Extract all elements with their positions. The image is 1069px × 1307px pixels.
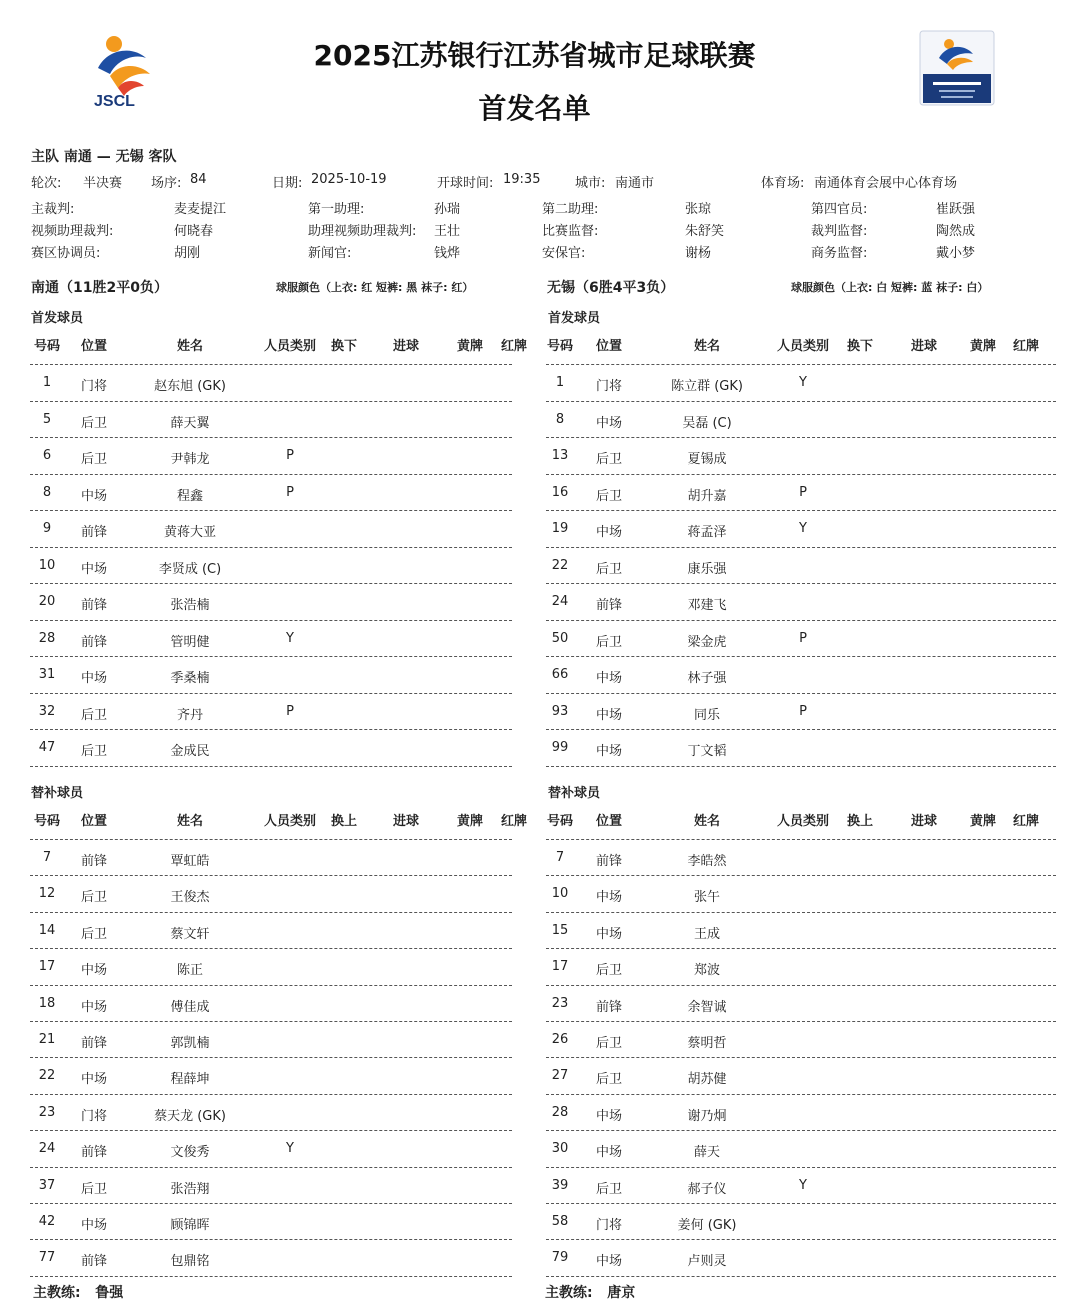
player-name: 尹韩龙 [170,452,210,467]
info-value: 84 [190,172,207,187]
player-category: P [799,703,807,719]
row-divider [30,839,512,840]
row-divider [30,985,512,986]
player-number: 8 [42,484,52,500]
player-category: P [286,703,294,719]
player-position: 中场 [595,926,622,942]
official-value: 陶然成 [936,224,976,239]
player-number: 13 [551,448,569,463]
row-divider [30,547,512,548]
player-position: 前锋 [80,1254,107,1270]
player-name: 金成民 [170,744,210,759]
player-name: 李贤成 (C) [158,561,222,577]
home-starters-col-header: 人员类别 [263,339,316,354]
player-name: 林子强 [687,671,727,686]
row-divider [30,656,512,657]
info-value: 南通体育会展中心体育场 [814,176,958,191]
row-divider [30,1057,512,1058]
player-position: 中场 [80,561,107,577]
row-divider [30,620,512,621]
player-position: 门将 [80,379,107,394]
away-subs-col-header: 位置 [595,814,622,829]
player-name: 陈正 [176,963,203,979]
player-position: 后卫 [595,1181,622,1197]
row-divider [30,1167,512,1168]
row-divider [546,364,1056,365]
player-number: 28 [551,1104,569,1120]
player-number: 30 [551,1141,569,1157]
home-coach-name: 鲁强 [95,1285,124,1301]
player-number: 18 [38,995,56,1011]
home-team-title: 南通（11胜2平0负） [31,280,168,296]
away-starters-label: 首发球员 [548,311,601,326]
player-number: 7 [42,850,52,865]
official-value: 何晓春 [174,224,214,239]
player-name: 张浩楠 [170,598,210,613]
official-label: 助理视频助理裁判: [308,224,417,239]
home-subs-col-header: 位置 [80,814,107,829]
player-position: 后卫 [80,707,107,723]
player-number: 93 [551,703,569,719]
row-divider [30,1203,512,1204]
player-name: 文俊秀 [170,1145,210,1161]
player-number: 17 [38,959,56,975]
player-name: 卢则灵 [687,1254,727,1270]
official-value: 钱烨 [434,246,461,261]
player-category: Y [799,1177,807,1193]
player-number: 39 [551,1177,569,1193]
row-divider [546,1203,1056,1204]
player-category: Y [799,375,807,390]
home-subs-label: 替补球员 [31,786,84,801]
player-name: 李皓然 [687,854,727,869]
player-number: 47 [38,740,56,755]
row-divider [546,583,1056,584]
player-number: 66 [551,667,569,682]
player-number: 7 [555,850,565,865]
home-subs-col-header: 黄牌 [456,814,483,829]
player-position: 后卫 [595,561,622,577]
player-number: 24 [38,1141,56,1157]
official-label: 赛区协调员: [31,246,101,261]
player-position: 后卫 [595,452,622,467]
player-name: 陈立群 (GK) [671,379,743,394]
player-position: 门将 [80,1108,107,1124]
row-divider [546,839,1056,840]
row-divider [546,729,1056,730]
page-title: 2025江苏银行江苏省城市足球联赛 [313,39,756,72]
player-position: 中场 [595,415,622,431]
row-divider [30,364,512,365]
player-position: 中场 [80,1218,107,1233]
player-category: P [799,484,807,500]
player-name: 程鑫 [176,488,203,504]
away-subs-col-header: 红牌 [1012,814,1039,829]
player-name: 薛天 [693,1145,720,1161]
official-label: 第四官员: [811,202,868,217]
official-label: 商务监督: [811,246,868,261]
info-value: 半决赛 [83,176,123,191]
player-name: 吴磊 (C) [682,415,732,431]
player-position: 门将 [595,1218,622,1233]
row-divider [546,620,1056,621]
home-coach [33,1282,123,1302]
player-name: 蔡天龙 (GK) [154,1108,226,1124]
player-name: 胡升嘉 [687,488,727,504]
player-name: 程薛坤 [170,1072,210,1088]
away-starters-col-header: 红牌 [1012,339,1039,354]
row-divider [546,656,1056,657]
player-number: 24 [551,594,569,609]
official-value: 朱舒笑 [685,224,725,239]
player-number: 10 [551,886,569,902]
info-label: 轮次: [31,176,62,191]
row-divider [30,729,512,730]
official-value: 崔跃强 [936,202,976,217]
player-position: 中场 [80,1072,107,1088]
player-position: 后卫 [80,452,107,467]
player-number: 32 [38,703,56,719]
player-category: Y [799,521,807,536]
player-name: 张午 [693,890,720,906]
row-divider [30,510,512,511]
info-value: 南通市 [615,176,655,191]
player-name: 郝子仪 [687,1181,727,1197]
row-divider [546,1167,1056,1168]
row-divider [30,912,512,913]
player-name: 余智诚 [687,999,727,1015]
player-number: 22 [38,1068,56,1084]
row-divider [30,1239,512,1240]
player-position: 后卫 [595,634,622,650]
player-number: 10 [38,557,56,573]
away-subs-label: 替补球员 [548,786,601,801]
official-label: 第二助理: [542,202,599,217]
player-number: 17 [551,959,569,975]
page-subtitle: 首发名单 [478,92,591,125]
home-kit-colors: 球服颜色（上衣: 红 短裤: 黑 袜子: 红） [276,281,474,294]
home-starters-col-header: 黄牌 [456,339,483,354]
player-name: 谢乃炯 [687,1108,727,1124]
home-subs-col-header: 红牌 [500,814,527,829]
home-subs-col-header: 人员类别 [263,814,316,829]
player-number: 1 [42,375,52,390]
player-position: 中场 [595,890,622,906]
home-starters-col-header: 红牌 [500,339,527,354]
home-subs-col-header: 换上 [330,814,357,829]
player-position: 中场 [80,671,107,686]
away-coach-label: 主教练: [545,1285,593,1301]
player-position: 中场 [595,1145,622,1161]
player-name: 胡苏健 [687,1072,727,1088]
row-divider [546,1130,1056,1131]
row-divider [546,474,1056,475]
official-label: 视频助理裁判: [31,224,114,239]
home-starters-col-header: 位置 [80,339,107,354]
player-category: P [799,630,807,646]
row-divider [546,437,1056,438]
away-subs-col-header: 换上 [846,814,873,829]
official-label: 比赛监督: [542,224,599,239]
away-subs-col-header: 姓名 [693,814,720,829]
home-starters-col-header: 进球 [392,339,419,354]
player-number: 58 [551,1214,569,1229]
player-number: 77 [38,1250,56,1266]
home-subs-col-header: 进球 [392,814,419,829]
away-subs-col-header: 号码 [546,814,573,829]
player-number: 1 [555,375,565,390]
player-name: 覃虹皓 [170,854,210,869]
player-number: 16 [551,484,569,500]
player-name: 齐丹 [176,707,203,723]
row-divider [546,875,1056,876]
player-name: 蔡文轩 [170,926,210,942]
official-value: 胡刚 [174,246,201,261]
player-name: 黄蒋大亚 [163,525,216,540]
player-number: 20 [38,594,56,609]
player-number: 8 [555,411,565,427]
away-starters-col-header: 位置 [595,339,622,354]
player-number: 5 [42,411,52,427]
player-position: 中场 [80,963,107,979]
player-position: 中场 [595,1108,622,1124]
row-divider [30,1094,512,1095]
home-coach-label: 主教练: [33,1285,81,1301]
player-name: 王俊杰 [170,890,210,906]
official-value: 麦麦提江 [174,202,227,217]
official-value: 张琼 [685,202,712,217]
home-subs-col-header: 号码 [33,814,60,829]
player-number: 50 [551,630,569,646]
player-number: 19 [551,521,569,536]
away-starters-col-header: 换下 [846,339,873,354]
player-position: 中场 [595,707,622,723]
official-value: 戴小梦 [936,246,976,261]
info-label: 场序: [151,176,182,191]
row-divider [30,401,512,402]
info-label: 日期: [272,176,303,191]
away-kit-colors: 球服颜色（上衣: 白 短裤: 蓝 袜子: 白） [791,281,989,294]
away-coach-name: 唐京 [607,1285,636,1301]
official-label: 裁判监督: [811,224,868,239]
player-position: 后卫 [80,926,107,942]
player-name: 薛天翼 [170,415,210,431]
player-number: 37 [38,1177,56,1193]
player-name: 梁金虎 [687,634,727,650]
away-starters-col-header: 进球 [910,339,937,354]
player-number: 79 [551,1250,569,1266]
player-category: Y [286,630,294,646]
teams-line: 主队 南通 — 无锡 客队 [31,149,177,165]
player-category: P [286,484,294,500]
player-category: Y [286,1141,294,1157]
row-divider [30,474,512,475]
away-starters-col-header: 姓名 [693,339,720,354]
row-divider [546,1239,1056,1240]
player-position: 中场 [595,1254,622,1270]
row-divider [30,437,512,438]
sponsor-badge-icon [919,30,995,106]
player-position: 前锋 [80,525,107,540]
player-number: 14 [38,922,56,938]
row-divider [546,948,1056,949]
home-starters-col-header: 换下 [330,339,357,354]
player-number: 28 [38,630,56,646]
player-position: 前锋 [80,1145,107,1161]
row-divider [546,1021,1056,1022]
player-number: 42 [38,1214,56,1229]
away-subs-col-header: 黄牌 [969,814,996,829]
row-divider [30,875,512,876]
row-divider [546,1276,1056,1277]
player-position: 后卫 [595,488,622,504]
info-label: 城市: [575,176,606,191]
player-name: 蔡明哲 [687,1036,727,1051]
player-name: 蒋孟泽 [687,525,727,540]
player-position: 前锋 [595,854,622,869]
info-label: 体育场: [761,176,805,191]
official-label: 新闻官: [308,246,352,261]
official-label: 第一助理: [308,202,365,217]
player-name: 同乐 [693,707,720,723]
player-name: 王成 [693,926,720,942]
home-starters-col-header: 姓名 [176,339,203,354]
player-position: 后卫 [595,963,622,979]
player-position: 前锋 [595,999,622,1015]
player-number: 12 [38,886,56,902]
player-position: 前锋 [80,598,107,613]
player-position: 后卫 [595,1036,622,1051]
player-position: 中场 [595,744,622,759]
official-value: 王壮 [434,224,461,239]
player-position: 前锋 [595,598,622,613]
player-position: 前锋 [80,634,107,650]
player-number: 26 [551,1032,569,1047]
player-name: 姜何 (GK) [677,1218,737,1233]
player-name: 夏锡成 [687,452,727,467]
row-divider [546,1094,1056,1095]
player-number: 15 [551,922,569,938]
away-coach [545,1282,635,1302]
player-position: 前锋 [80,1036,107,1051]
player-position: 前锋 [80,854,107,869]
player-position: 后卫 [595,1072,622,1088]
official-label: 主裁判: [31,202,75,217]
player-number: 31 [38,667,56,682]
official-label: 安保官: [542,246,586,261]
player-number: 23 [551,995,569,1011]
player-position: 后卫 [80,1181,107,1197]
player-name: 张浩翔 [170,1181,210,1197]
player-number: 27 [551,1068,569,1084]
player-position: 中场 [80,999,107,1015]
away-starters-col-header: 号码 [546,339,573,354]
away-starters-col-header: 人员类别 [776,339,829,354]
player-name: 季桑楠 [170,671,210,686]
official-value: 谢杨 [685,246,712,261]
player-name: 管明健 [170,634,210,650]
row-divider [546,766,1056,767]
player-position: 中场 [80,488,107,504]
player-name: 赵东旭 (GK) [154,379,226,394]
row-divider [30,693,512,694]
player-number: 6 [42,448,52,463]
player-name: 郑波 [693,963,720,979]
row-divider [30,1130,512,1131]
row-divider [546,912,1056,913]
row-divider [30,1276,512,1277]
player-number: 9 [42,521,52,536]
player-name: 傅佳成 [170,999,210,1015]
player-position: 门将 [595,379,622,394]
player-number: 99 [551,740,569,755]
player-position: 中场 [595,525,622,540]
player-number: 23 [38,1104,56,1120]
player-position: 中场 [595,671,622,686]
player-name: 邓建飞 [687,598,727,613]
player-name: 康乐强 [687,561,727,577]
player-name: 顾锦晖 [170,1218,210,1233]
player-number: 22 [551,557,569,573]
away-subs-col-header: 人员类别 [776,814,829,829]
away-team-title: 无锡（6胜4平3负） [547,280,675,296]
row-divider [30,583,512,584]
svg-text:JSCL: JSCL [94,93,135,110]
away-starters-col-header: 黄牌 [969,339,996,354]
row-divider [546,693,1056,694]
row-divider [30,766,512,767]
home-starters-label: 首发球员 [31,311,84,326]
player-name: 丁文韬 [687,744,727,759]
home-starters-col-header: 号码 [33,339,60,354]
player-name: 包鼎铭 [170,1254,210,1270]
player-position: 后卫 [80,415,107,431]
player-category: P [286,448,294,463]
player-position: 后卫 [80,890,107,906]
row-divider [30,1021,512,1022]
player-position: 后卫 [80,744,107,759]
info-value: 19:35 [503,172,541,187]
row-divider [546,510,1056,511]
player-name: 郭凯楠 [170,1036,210,1051]
row-divider [546,401,1056,402]
row-divider [546,985,1056,986]
info-value: 2025-10-19 [311,172,387,187]
player-number: 21 [38,1032,56,1047]
info-label: 开球时间: [437,176,494,191]
away-subs-col-header: 进球 [910,814,937,829]
home-subs-col-header: 姓名 [176,814,203,829]
row-divider [30,948,512,949]
row-divider [546,1057,1056,1058]
official-value: 孙瑞 [434,202,461,217]
row-divider [546,547,1056,548]
